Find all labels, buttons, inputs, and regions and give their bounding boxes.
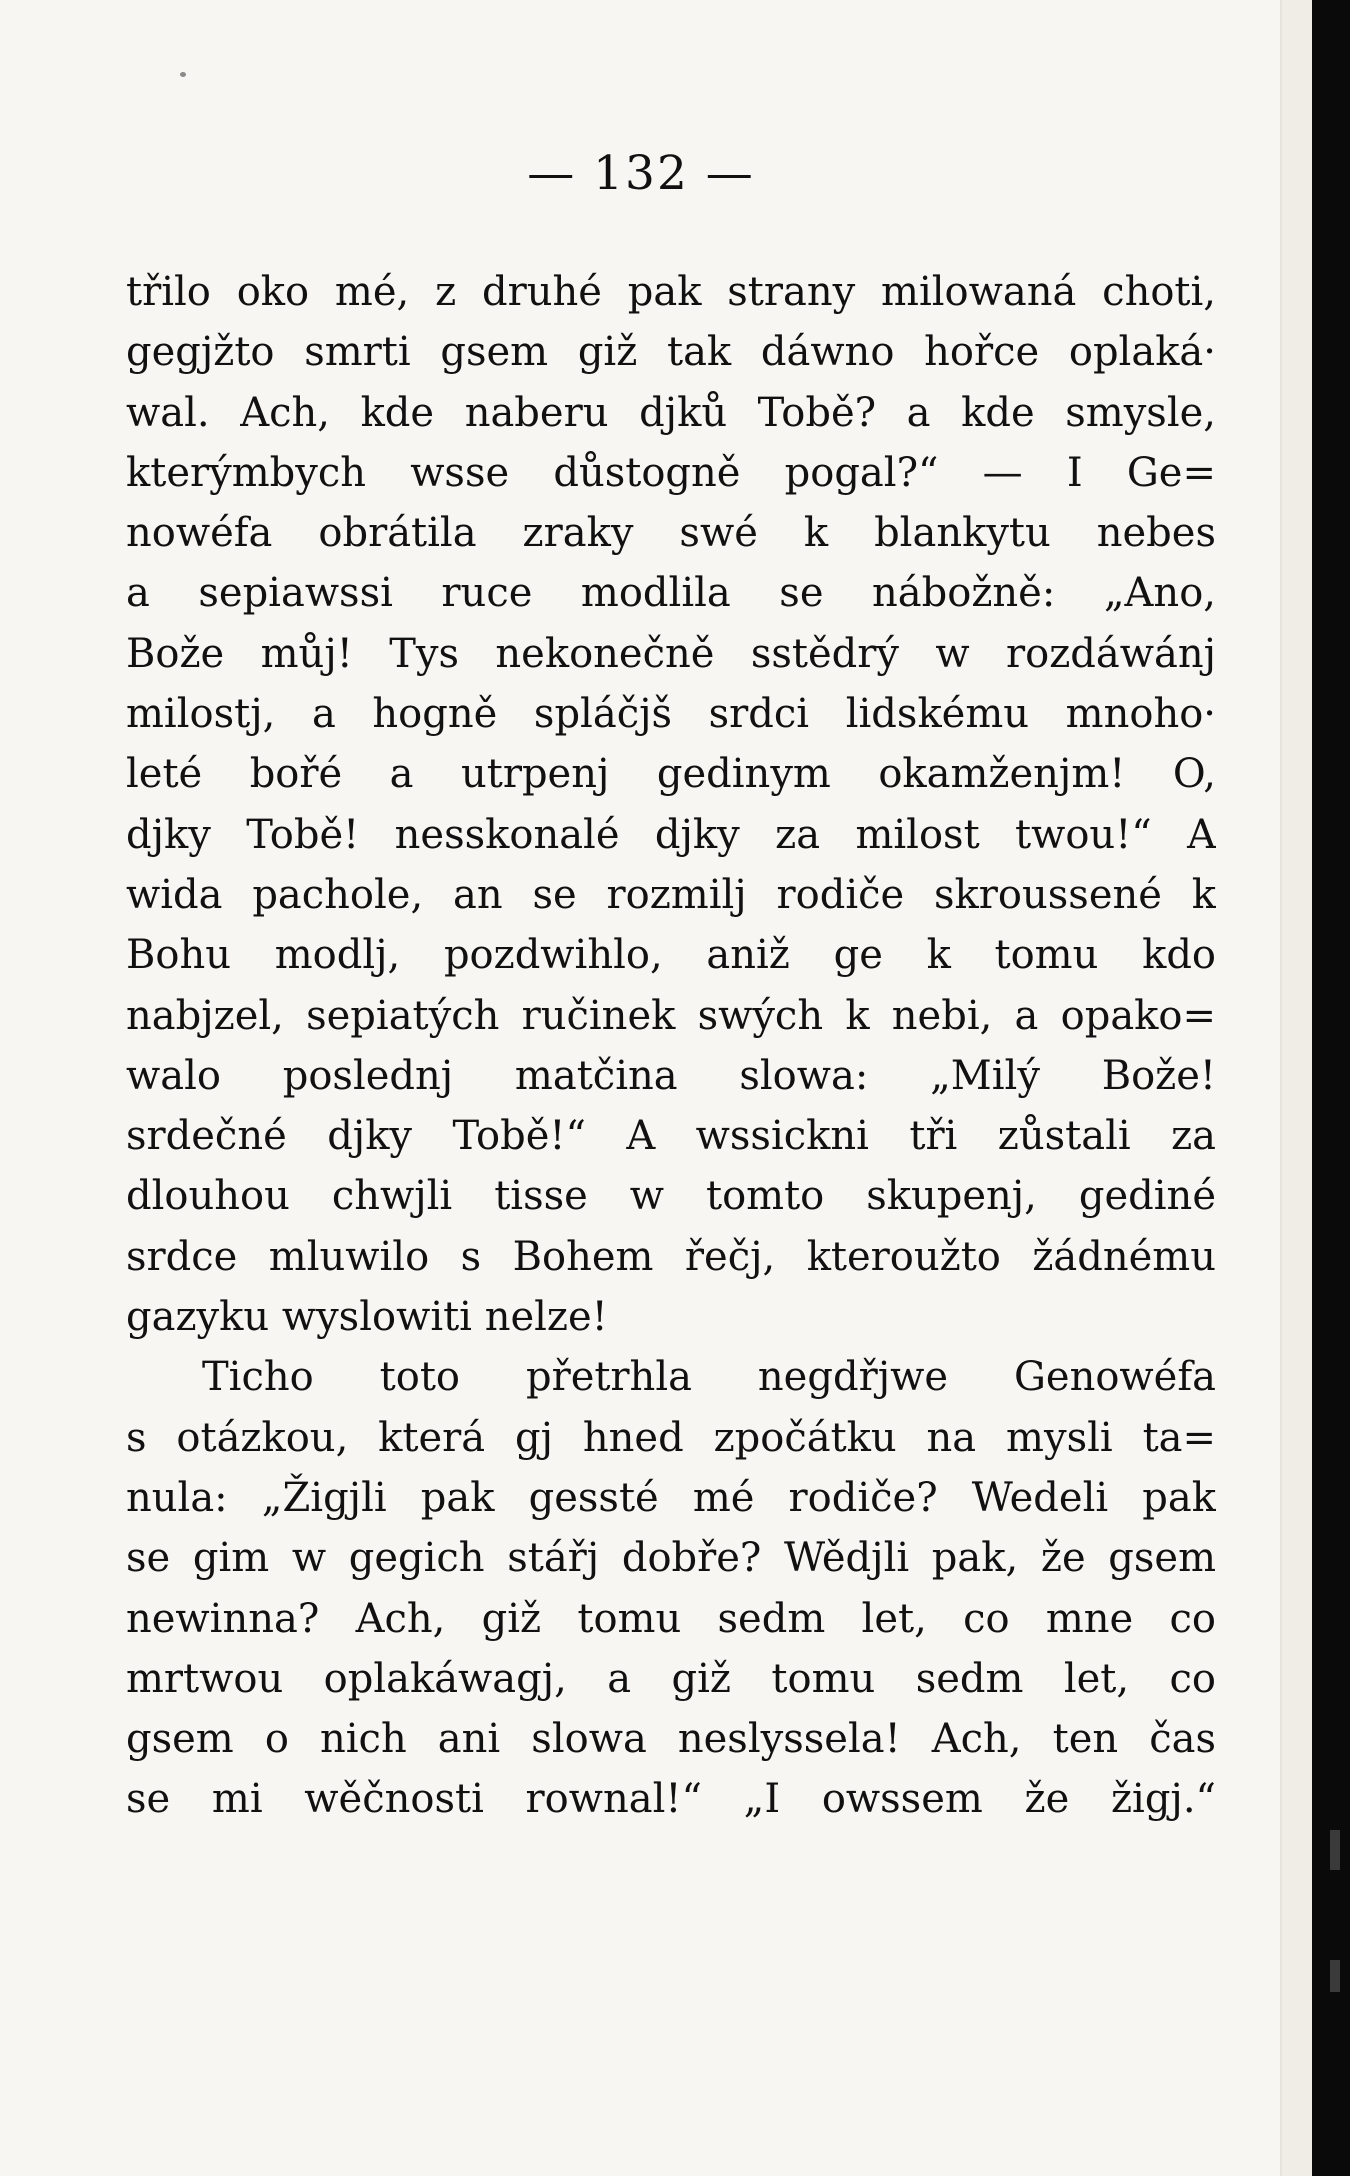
text-line: nabjzel, sepiatých ručinek swých k nebi, a opako= [126,992,1216,1039]
text-line: leté bořé a utrpenj gedinym okamženjm! O, [126,751,1216,798]
text-line: kterýmbych wsse důstogně pogal?“ — I Ge= [126,449,1216,496]
text-line: Bohu modlj, pozdwihlo, aniž ge k tomu kdo [126,932,1216,979]
text-line: wal. Ach, kde naberu djků Tobě? a kde smysle, [126,389,1216,436]
page-gutter [1282,0,1312,2176]
page-number-header: — 132 — [527,146,755,201]
text-line: s otázkou, která gj hned zpočátku na mysli ta= [126,1414,1216,1461]
text-line: newinna? Ach, giž tomu sedm let, co mne co [126,1595,1216,1642]
text-line: gsem o nich ani slowa neslyssela! Ach, ten čas [126,1716,1216,1763]
text-line: gegjžto smrti gsem giž tak dáwno hořce oplaká· [126,329,1216,376]
text-line: wida pachole, an se rozmilj rodiče skroussené k [126,871,1216,918]
text-line: srdečné djky Tobě!“ A wssickni tři zůstali za [126,1113,1216,1160]
text-line: djky Tobě! nesskonalé djky za milost twou!“ A [126,811,1216,858]
text-line: třilo oko mé, z druhé pak strany milowaná choti, [126,269,1216,315]
text-line: nowéfa obrátila zraky swé k blankytu nebes [126,510,1216,557]
text-line: srdce mluwilo s Bohem řečj, kteroužto žádnému [126,1233,1216,1280]
text-line: Ticho toto přetrhla negdřjwe Genowéfa [202,1354,1216,1401]
text-line: milostj, a hogně spláčjš srdci lidskému mnoho· [126,691,1216,738]
text-line: se mi wěčnosti rownal!“ „I owssem že žigj.“ [126,1776,1216,1823]
print-speck [180,72,186,77]
text-line: dlouhou chwjli tisse w tomto skupenj, gediné [126,1173,1216,1220]
text-line: a sepiawssi ruce modlila se nábožně: „Ano, [126,570,1216,617]
scan-edge-mark [1330,1960,1340,1992]
text-line: Bože můj! Tys nekonečně sstědrý w rozdáwánj [126,630,1216,677]
text-line: walo poslednj matčina slowa: „Milý Bože! [126,1052,1216,1099]
text-line: mrtwou oplakáwagj, a giž tomu sedm let, co [126,1655,1216,1702]
body-text [126,262,1216,1830]
text-line: gazyku wyslowiti nelze! [126,1294,608,1341]
scan-edge-mark [1330,1830,1340,1870]
text-line: nula: „Žigjli pak gessté mé rodiče? Wedeli pak [126,1474,1216,1521]
text-line: se gim w gegich stářj dobře? Wědjli pak, že gsem [126,1535,1216,1582]
